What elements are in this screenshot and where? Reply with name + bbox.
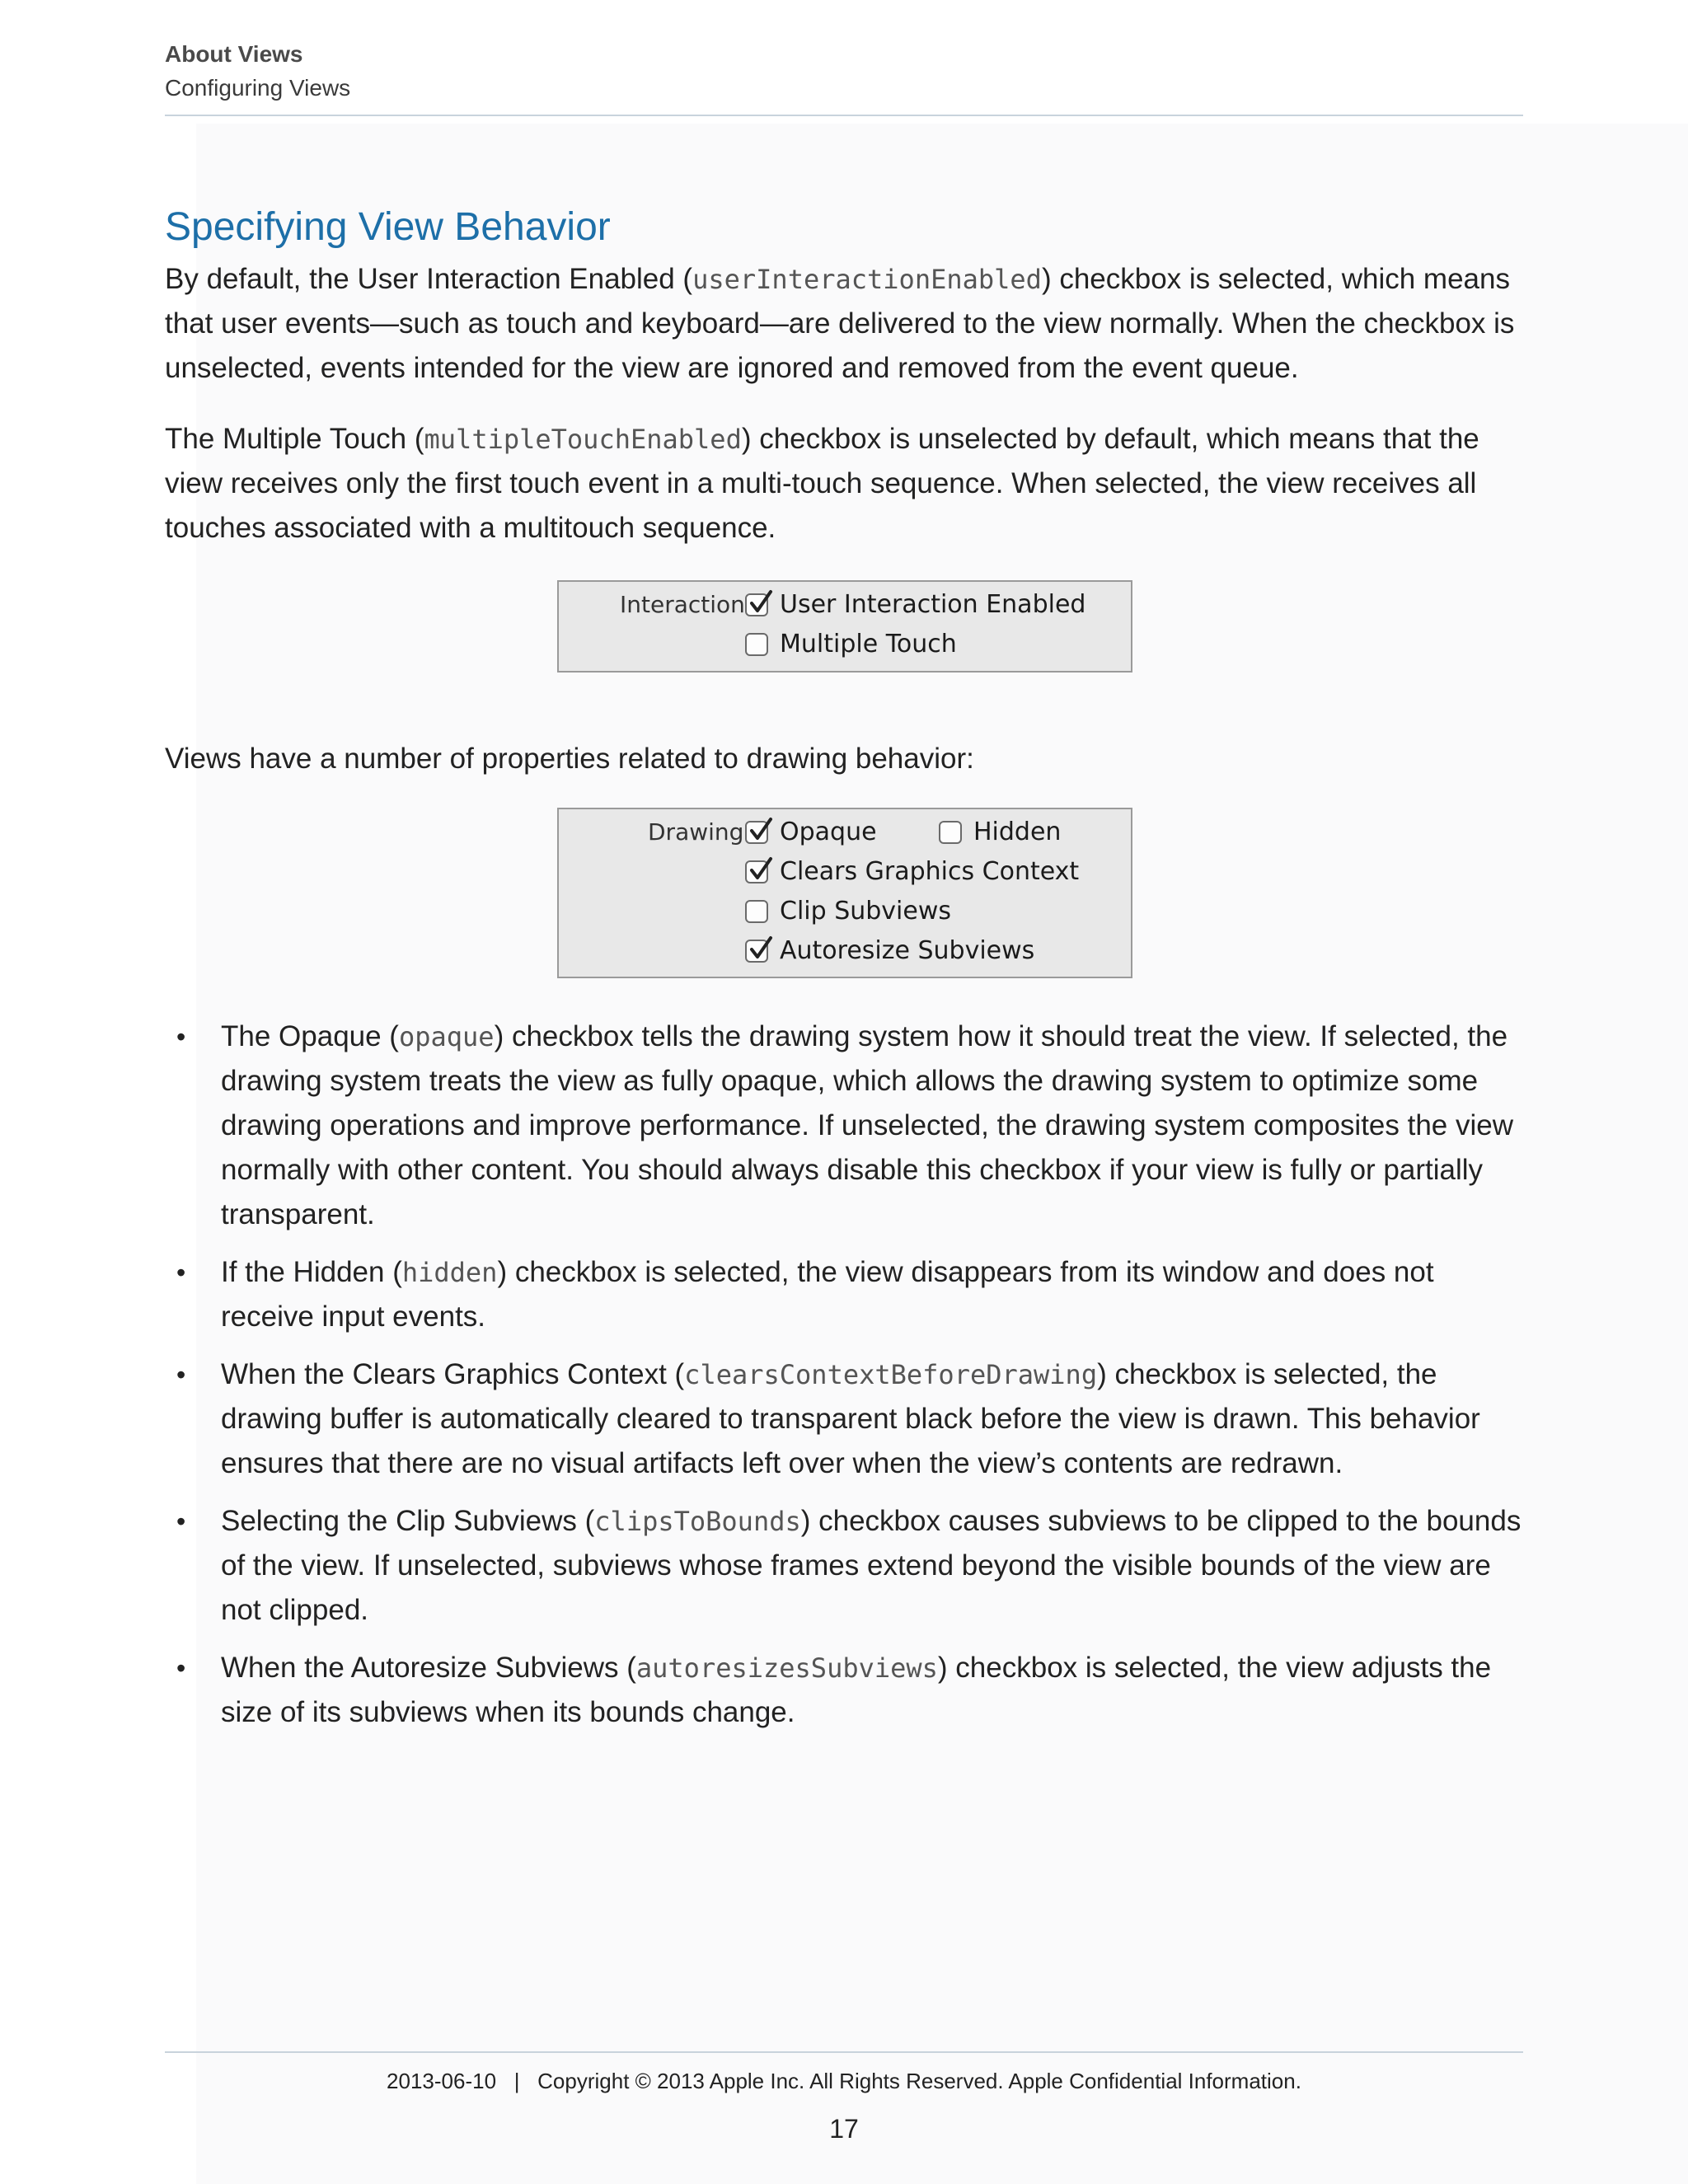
- list-item: [165, 1352, 1525, 1486]
- clip-subviews-checkbox[interactable]: [745, 900, 768, 923]
- clears-graphics-checkbox-label: Clears Graphics Context: [780, 857, 1080, 886]
- interaction-label: Interaction: [620, 591, 745, 618]
- text-run: When the Autoresize Subviews (: [221, 1652, 636, 1684]
- text-run: If the Hidden (: [221, 1256, 402, 1288]
- interaction-panel: [557, 580, 1132, 673]
- checkmark-icon: [748, 817, 776, 845]
- header-section-title: Configuring Views: [165, 75, 351, 101]
- running-header: [165, 39, 1523, 106]
- autoresize-checkbox-row[interactable]: [745, 936, 1034, 965]
- code-autoresizes-subviews: autoresizesSubviews: [635, 1652, 938, 1684]
- text-run: ) checkbox is selected, which means that user events—such as touch and keyboard—are delivered to the view normally. When the checkbox is unselected, events intended for the view are ignored and removed from the event queue.: [165, 263, 1515, 384]
- opaque-checkbox-label: Opaque: [780, 818, 877, 846]
- text-run: When the Clears Graphics Context (: [221, 1358, 685, 1390]
- header-divider: [165, 115, 1523, 116]
- checkmark-icon: [748, 589, 776, 617]
- opaque-checkbox-row[interactable]: [745, 818, 877, 846]
- code-hidden: hidden: [401, 1257, 498, 1288]
- list-item: [165, 1250, 1525, 1339]
- text-run: The Opaque (: [221, 1020, 399, 1052]
- text-run: ) checkbox tells the drawing system how it should treat the view. If selected, the drawing system treats the view as fully opaque, which allows the drawing system to optimize some drawing operations and improve performance. If unselected, the drawing system composites the view normally with other content. You should always disable this checkbox if your view is fully or partially transparent.: [221, 1020, 1514, 1230]
- text-run: ) checkbox causes subviews to be clipped to the bounds of the view. If unselected, subviews whose frames extend beyond the visible bounds of the view are not clipped.: [221, 1505, 1522, 1626]
- hidden-checkbox[interactable]: [939, 821, 962, 844]
- clears-graphics-checkbox[interactable]: [745, 860, 768, 883]
- bullet-icon: •: [176, 1507, 186, 1536]
- checkmark-icon: [748, 935, 776, 963]
- list-item: [165, 1499, 1525, 1633]
- user-interaction-checkbox-label: User Interaction Enabled: [780, 590, 1086, 619]
- page-number: 17: [829, 2114, 859, 2144]
- code-opaque: opaque: [398, 1021, 495, 1052]
- multiple-touch-checkbox[interactable]: [745, 633, 768, 656]
- code-multiple-touch-enabled: multipleTouchEnabled: [424, 424, 742, 455]
- multiple-touch-checkbox-label: Multiple Touch: [780, 630, 957, 658]
- text-run: Selecting the Clip Subviews (: [221, 1505, 595, 1537]
- text-run: ) checkbox is selected, the view disappears from its window and does not receive input events.: [221, 1256, 1434, 1333]
- list-item: [165, 1646, 1525, 1735]
- text-run: By default, the User Interaction Enabled (: [165, 263, 693, 295]
- drawing-figure: [165, 808, 1525, 978]
- user-interaction-checkbox[interactable]: [745, 593, 768, 616]
- hidden-checkbox-row[interactable]: [939, 818, 1061, 846]
- paragraph-multiple-touch: [165, 417, 1525, 551]
- bullet-icon: •: [176, 1653, 186, 1683]
- section-heading: Specifying View Behavior: [165, 205, 611, 249]
- opaque-checkbox[interactable]: [745, 821, 768, 844]
- autoresize-checkbox[interactable]: [745, 940, 768, 963]
- code-clears-context: clearsContextBeforeDrawing: [684, 1359, 1098, 1390]
- footer-divider: [165, 2051, 1523, 2053]
- bullet-icon: •: [176, 1360, 186, 1390]
- text-run: The Multiple Touch (: [165, 423, 424, 455]
- interaction-figure: [165, 580, 1525, 673]
- footer-copyright: 2013-06-10 | Copyright © 2013 Apple Inc. All Rights Reserved. Apple Confidential Information.: [387, 2069, 1301, 2093]
- text-run: ) checkbox is selected, the drawing buffer is automatically cleared to transparent black before the view is drawn. This behavior ensures that there are no visual artifacts left over when the view’s contents are redrawn.: [221, 1358, 1480, 1479]
- text-run: ) checkbox is selected, the view adjusts the size of its subviews when its bounds change.: [221, 1652, 1492, 1728]
- clip-subviews-checkbox-label: Clip Subviews: [780, 897, 952, 926]
- text-run: ) checkbox is unselected by default, which means that the view receives only the first touch event in a multi-touch sequence. When selected, the view receives all touches associated with a multitouch sequence.: [165, 423, 1479, 544]
- bullet-icon: •: [176, 1022, 186, 1052]
- code-user-interaction-enabled: userInteractionEnabled: [692, 264, 1042, 295]
- paragraph-user-interaction: [165, 257, 1525, 391]
- checkmark-icon: [748, 856, 776, 884]
- property-bullet-list: [165, 1015, 1525, 1735]
- bullet-icon: •: [176, 1258, 186, 1287]
- drawing-panel: [557, 808, 1132, 978]
- page-content: [165, 198, 1525, 1748]
- header-chapter-title: About Views: [165, 41, 303, 67]
- multiple-touch-checkbox-row[interactable]: [745, 630, 957, 658]
- user-interaction-checkbox-row[interactable]: [745, 590, 1085, 619]
- hidden-checkbox-label: Hidden: [973, 818, 1062, 846]
- list-item: [165, 1015, 1525, 1237]
- clears-graphics-checkbox-row[interactable]: [745, 857, 1079, 886]
- autoresize-checkbox-label: Autoresize Subviews: [780, 936, 1035, 965]
- paragraph-drawing-intro: Views have a number of properties related to drawing behavior:: [165, 743, 974, 775]
- drawing-label: Drawing: [648, 818, 744, 846]
- code-clips-to-bounds: clipsToBounds: [594, 1506, 801, 1537]
- clip-subviews-checkbox-row[interactable]: [745, 897, 951, 926]
